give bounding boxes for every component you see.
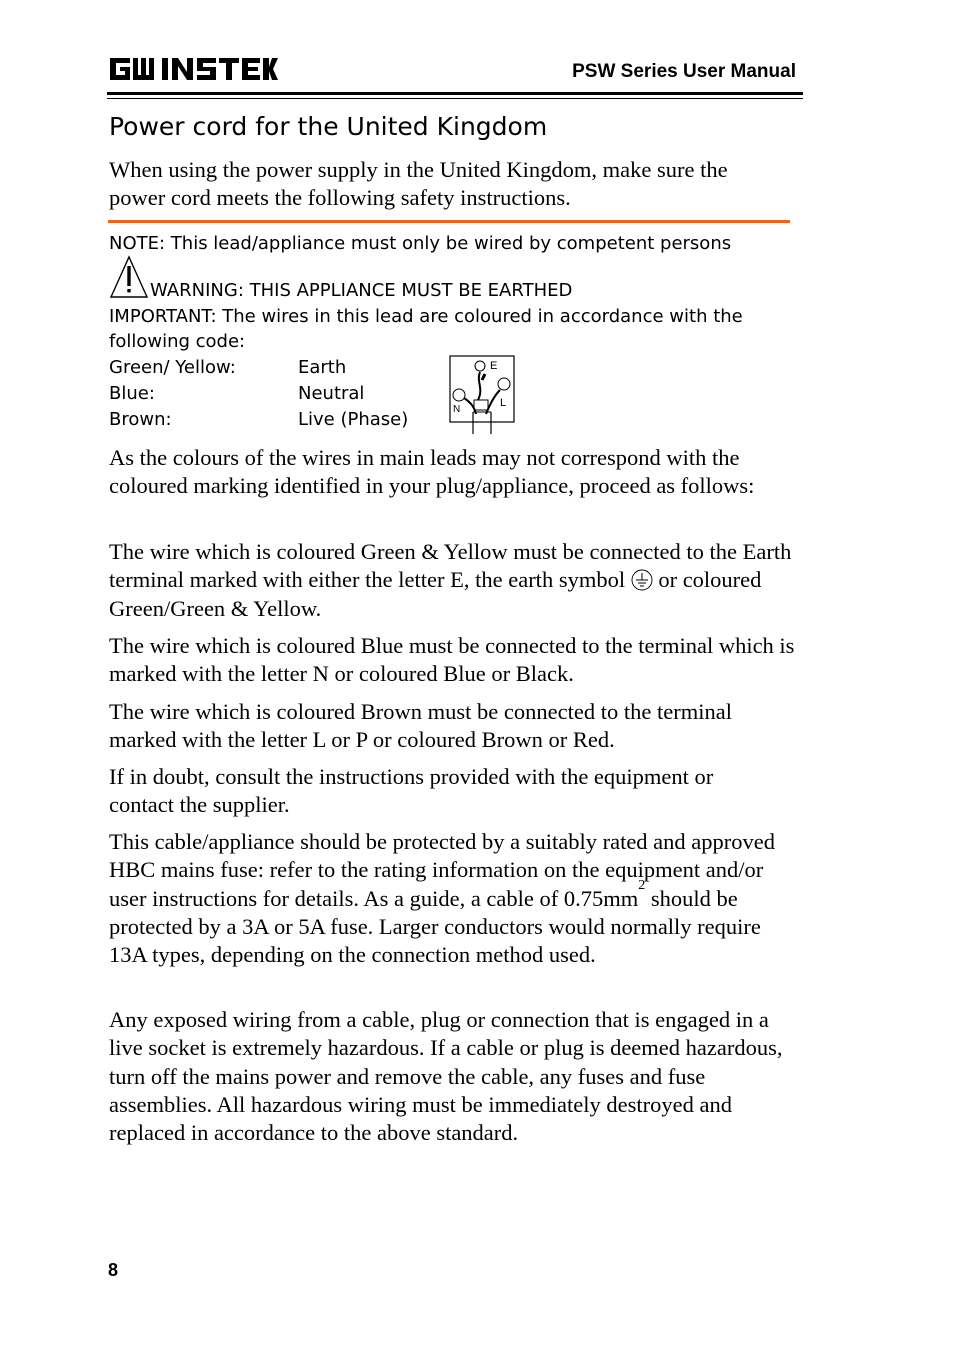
plug-label-n: N bbox=[453, 404, 461, 415]
manual-title: PSW Series User Manual bbox=[572, 61, 796, 82]
color-code-label: Brown: bbox=[109, 409, 172, 430]
paragraph-neutral-wire: The wire which is coloured Blue must be connected to the terminal which is marked with the letter N or coloured Blue or Black. bbox=[109, 633, 795, 687]
paragraph-fuse bbox=[109, 828, 789, 969]
gw-instek-logo bbox=[108, 54, 278, 84]
plug-label-l: L bbox=[500, 397, 507, 409]
color-code-value: Live (Phase) bbox=[298, 409, 409, 430]
warning-text: WARNING: THIS APPLIANCE MUST BE EARTHED bbox=[150, 280, 573, 301]
superscript-two: 2 bbox=[638, 878, 646, 894]
color-code-label: Blue: bbox=[109, 383, 155, 404]
paragraph-fuse-text: This cable/appliance should be protected by a suitably rated and approved HBC mains fuse: refer to the rating information on the equipment and/or user instructions for details. As a guide, a cable of 0.75mm bbox=[109, 829, 776, 911]
paragraph-colour-mismatch: As the colours of the wires in main leads may not correspond with the coloured marking identified in your plug/appliance, proceed as follows: bbox=[109, 445, 755, 499]
color-code-label: Green/ Yellow: bbox=[109, 357, 236, 378]
important-text-line1: IMPORTANT: The wires in this lead are coloured in accordance with the bbox=[109, 306, 743, 327]
paragraph-exposed-wiring: Any exposed wiring from a cable, plug or connection that is engaged in a live socket is extremely hazardous. If a cable or plug is deemed hazardous, turn off the mains power and remove the cable, any fuses and fuse assemblies. All hazardous wiring must be immediately destroyed and replaced in accordance to the above standard. bbox=[109, 1007, 783, 1146]
paragraph-earth-wire-text: The wire which is coloured Green & Yellow must be connected to the Earth terminal marked with either the letter E, the earth symbol bbox=[109, 539, 792, 593]
paragraph-fuse-text-end: should be protected by a 3A or 5A fuse. Larger conductors would normally require 13A types, depending on the connection method used. bbox=[109, 885, 761, 968]
paragraph-earth-wire-text-end: or coloured Green/Green & Yellow. bbox=[109, 567, 762, 621]
accent-rule bbox=[108, 220, 790, 223]
earth-ground-icon bbox=[631, 569, 653, 591]
note-text: NOTE: This lead/appliance must only be wired by competent persons bbox=[109, 233, 732, 254]
section-title: Power cord for the United Kingdom bbox=[109, 112, 548, 141]
important-text-line2: following code: bbox=[109, 331, 246, 352]
intro-paragraph: When using the power supply in the United Kingdom, make sure the power cord meets the following safety instructions. bbox=[109, 157, 728, 211]
warning-triangle-icon bbox=[109, 255, 149, 299]
color-code-value: Neutral bbox=[298, 383, 365, 404]
plug-wiring-diagram bbox=[446, 354, 518, 436]
color-code-value: Earth bbox=[298, 357, 347, 378]
page-number: 8 bbox=[108, 1260, 119, 1280]
header-rule bbox=[107, 92, 803, 95]
header-rule-thin bbox=[107, 98, 803, 99]
paragraph-doubt: If in doubt, consult the instructions provided with the equipment or contact the supplier. bbox=[109, 764, 714, 818]
paragraph-live-wire: The wire which is coloured Brown must be connected to the terminal marked with the letter L or P or coloured Brown or Red. bbox=[109, 699, 732, 753]
paragraph-earth-wire bbox=[109, 538, 799, 623]
plug-label-e: E bbox=[490, 360, 498, 372]
